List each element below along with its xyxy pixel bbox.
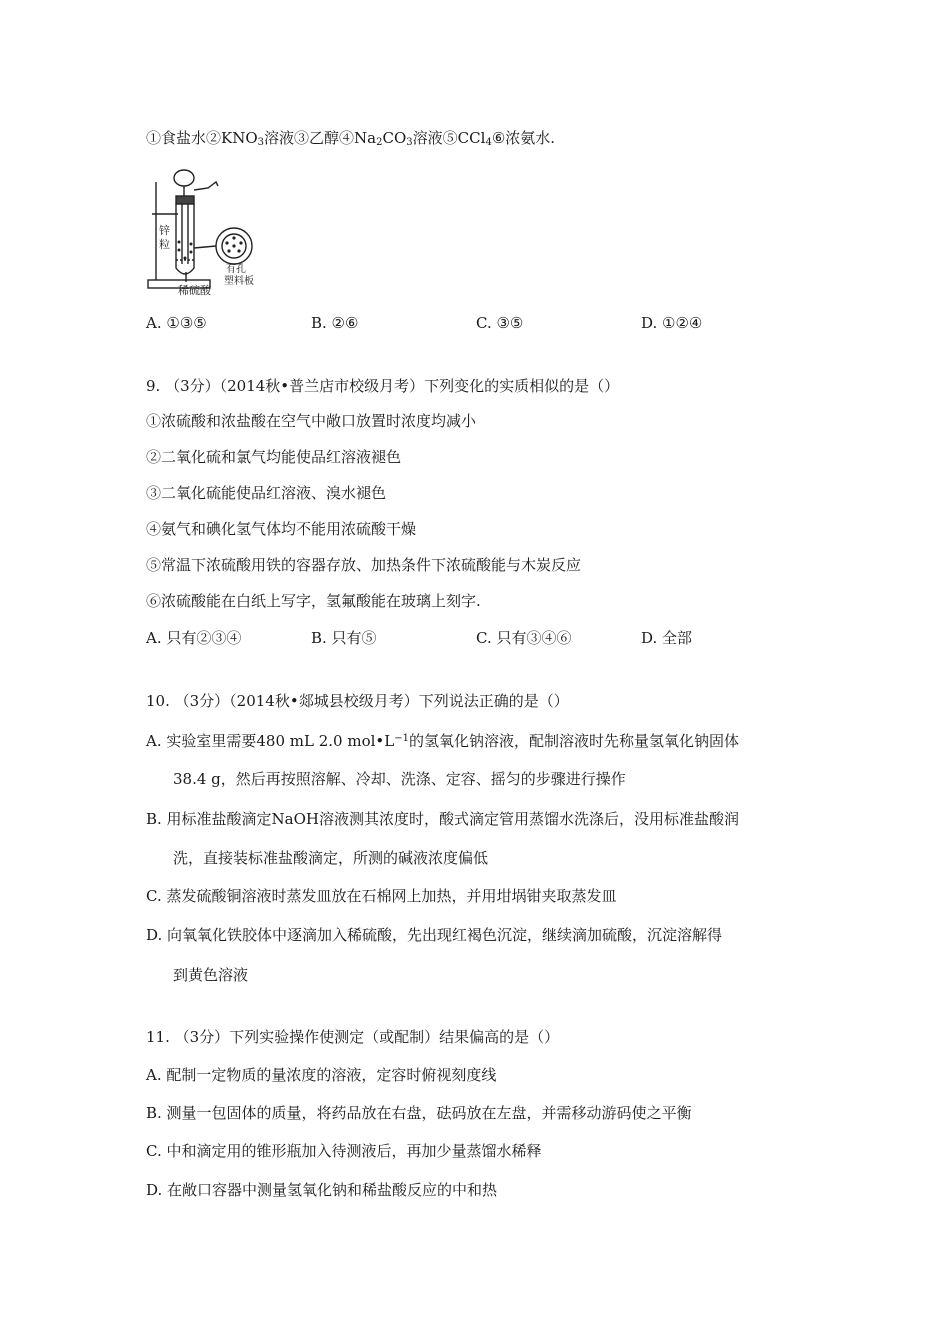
q8-option-b: B. ②⑥ xyxy=(311,314,359,332)
q10-option-a-line2: 38.4 g，然后再按照溶解、冷却、洗涤、定容、摇匀的步骤进行操作 xyxy=(173,770,626,788)
q9-item-4: ④氨气和碘化氢气体均不能用浓硫酸干燥 xyxy=(146,520,417,538)
q10-option-d-line1: D. 向氧氧化铁胶体中逐滴加入稀硫酸，先出现红褐色沉淀，继续滴加硫酸，沉淀溶解得 xyxy=(146,926,723,944)
q11-option-a: A. 配制一定物质的量浓度的溶液，定容时俯视刻度线 xyxy=(146,1066,497,1084)
q11-option-b: B. 测量一包固体的质量，将药品放在右盘，砝码放在左盘，并需移动游码使之平衡 xyxy=(146,1104,692,1122)
q9-item-5: ⑤常温下浓硫酸用铁的容器存放、加热条件下浓硫酸能与木炭反应 xyxy=(146,556,582,574)
apparatus-figure xyxy=(146,168,262,296)
q10-stem: 10. （3分）（2014秋•郯城县校级月考）下列说法正确的是（） xyxy=(146,692,569,710)
zinc-label-char2: 粒 xyxy=(159,238,170,251)
q8-option-c: C. ③⑤ xyxy=(476,314,524,332)
q10-option-b-line2: 洗，直接装标准盐酸滴定，所测的碱液浓度偏低 xyxy=(173,849,489,867)
acid-label: 稀硫酸 xyxy=(178,284,211,296)
funnel-bulb xyxy=(174,170,194,186)
q11-option-d: D. 在敞口容器中测量氢氧化钠和稀盐酸反应的中和热 xyxy=(146,1181,498,1199)
q9-item-6: ⑥浓硫酸能在白纸上写字，氢氟酸能在玻璃上刻字. xyxy=(146,592,481,610)
q10-option-d-line2: 到黄色溶液 xyxy=(173,966,249,984)
plate-label-1: 有孔 xyxy=(226,264,246,275)
q9-option-c: C. 只有③④⑥ xyxy=(476,629,572,647)
q8-option-d: D. ①②④ xyxy=(641,314,703,332)
q9-item-1: ①浓硫酸和浓盐酸在空气中敞口放置时浓度均减小 xyxy=(146,412,477,430)
q9-option-b: B. 只有⑤ xyxy=(311,629,377,647)
q8-reagents-line: ①食盐水$②KNO_3$溶液③乙醇$④Na_2CO_3$溶液⑤CCl$_4$⑥浓氨水. xyxy=(146,129,556,148)
q11-stem: 11. （3分）下列实验操作使测定（或配制）结果偏高的是（） xyxy=(146,1028,560,1046)
q9-option-d: D. 全部 xyxy=(641,629,693,647)
q10-option-c: C. 蒸发硫酸铜溶液时蒸发皿放在石棉网上加热，并用坩埚钳夹取蒸发皿 xyxy=(146,887,617,905)
q11-option-c: C. 中和滴定用的锥形瓶加入待测液后，再加少量蒸馏水稀释 xyxy=(146,1142,542,1160)
q9-option-a: A. 只有②③④ xyxy=(146,629,242,647)
zinc-label-char1: 锌 xyxy=(159,224,170,237)
q9-stem: 9. （3分）（2014秋•普兰店市校级月考）下列变化的实质相似的是（） xyxy=(146,377,620,395)
q9-item-2: ②二氧化硫和氯气均能使品红溶液褪色 xyxy=(146,448,402,466)
q8-option-a: A. ①③⑤ xyxy=(146,314,207,332)
q9-item-3: ③二氧化硫能使品红溶液、溴水褪色 xyxy=(146,484,387,502)
plate-label-2: 塑料板 xyxy=(224,276,254,287)
test-tube xyxy=(176,204,194,274)
q10-option-b-line1: B. 用标准盐酸滴定NaOH溶液测其浓度时，酸式滴定管用蒸馏水洗涤后，没用标准盐酸润 xyxy=(146,810,740,828)
q10-option-a-line1: A. 实验室里需要480 mL 2.0 $mol•L^{-1}$的氢氧化钠溶液，配制溶液时先称量氢氧化钠固体 xyxy=(146,732,739,750)
